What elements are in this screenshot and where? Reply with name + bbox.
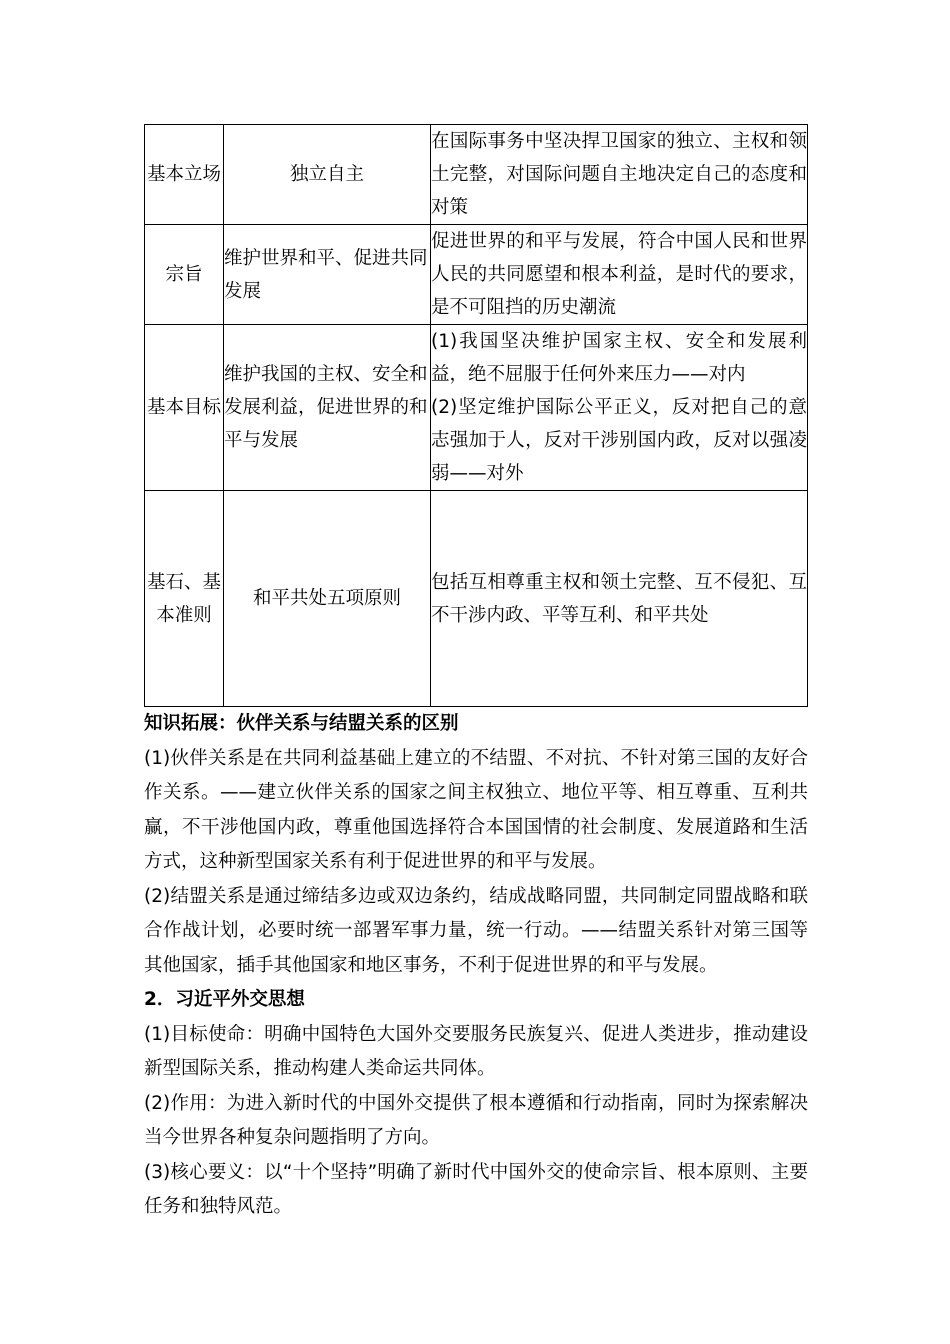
row-detail: 包括互相尊重主权和领土完整、互不侵犯、互不干涉内政、平等互利、和平共处 xyxy=(431,491,808,707)
row-summary: 维护我国的主权、安全和发展利益，促进世界的和平与发展 xyxy=(224,325,431,491)
table-row xyxy=(145,225,808,325)
row-label: 基石、基本准则 xyxy=(145,491,224,707)
row-detail: 在国际事务中坚决捍卫国家的独立、主权和领土完整，对国际问题自主地决定自己的态度和对策 xyxy=(431,125,808,225)
row-summary: 维护世界和平、促进共同发展 xyxy=(224,225,431,325)
table-row xyxy=(145,325,808,491)
row-summary: 独立自主 xyxy=(224,125,431,225)
table-row xyxy=(145,491,808,707)
section-paragraph: (2)作用：为进入新时代的中国外交提供了根本遵循和行动指南，同时为探索解决当今世界各种复杂问题指明了方向。 xyxy=(144,1092,808,1148)
detail-item: (2)坚定维护国际公平正义，反对把自己的意志强加于人，反对干涉别国内政，反对以强凌弱——对外 xyxy=(431,397,807,484)
section-heading: 2．习近平外交思想 xyxy=(144,989,305,1010)
table-row xyxy=(145,125,808,225)
extension-heading: 知识拓展：伙伴关系与结盟关系的区别 xyxy=(144,713,459,734)
section-paragraph: (1)目标使命：明确中国特色大国外交要服务民族复兴、促进人类进步，推动建设新型国际关系，推动构建人类命运共同体。 xyxy=(144,1023,808,1079)
row-label: 基本立场 xyxy=(145,125,224,225)
section-paragraph: (3)核心要义：以“十个坚持”明确了新时代中国外交的使命宗旨、根本原则、主要任务和独特风范。 xyxy=(144,1161,808,1217)
document-page xyxy=(144,124,808,1225)
extension-paragraph: (1)伙伴关系是在共同利益基础上建立的不结盟、不对抗、不针对第三国的友好合作关系。——建立伙伴关系的国家之间主权独立、地位平等、相互尊重、互利共赢，不干涉他国内政，尊重他国选择符合本国国情的社会制度、发展道路和生活方式，这种新型国家关系有利于促进世界的和平与发展。 xyxy=(144,747,808,872)
section-2 xyxy=(144,983,808,1225)
row-detail: 促进世界的和平与发展，符合中国人民和世界人民的共同愿望和根本利益，是时代的要求，是不可阻挡的历史潮流 xyxy=(431,225,808,325)
row-summary: 和平共处五项原则 xyxy=(224,491,431,707)
policy-table xyxy=(144,124,808,707)
extension-section xyxy=(144,707,808,983)
detail-item: (1)我国坚决维护国家主权、安全和发展利益，绝不屈服于任何外来压力——对内 xyxy=(431,331,807,385)
row-label: 基本目标 xyxy=(145,325,224,491)
extension-paragraph: (2)结盟关系是通过缔结多边或双边条约，结成战略同盟，共同制定同盟战略和联合作战计划，必要时统一部署军事力量，统一行动。——结盟关系针对第三国等其他国家，插手其他国家和地区事务，不利于促进世界的和平与发展。 xyxy=(144,885,808,976)
row-detail xyxy=(431,325,808,491)
row-label: 宗旨 xyxy=(145,225,224,325)
